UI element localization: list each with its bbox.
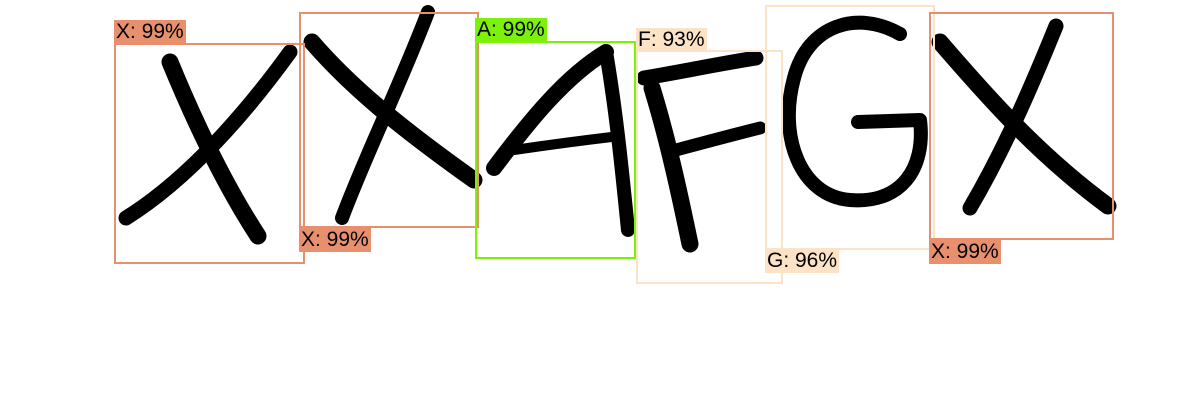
detection-label-x-2: X: 99% <box>301 228 369 251</box>
detection-box-x-1 <box>114 43 305 264</box>
detection-box-a <box>475 41 636 259</box>
detection-label-g: G: 96% <box>767 249 838 272</box>
detection-box-f <box>636 50 783 284</box>
detection-box-g <box>765 5 935 250</box>
detection-box-x-3 <box>929 12 1114 240</box>
detection-label-f: F: 93% <box>638 28 705 51</box>
detection-label-a: A: 99% <box>477 18 545 41</box>
detection-box-x-2 <box>299 12 479 228</box>
detection-label-x-1: X: 99% <box>116 20 184 43</box>
detection-label-x-3: X: 99% <box>931 240 999 263</box>
